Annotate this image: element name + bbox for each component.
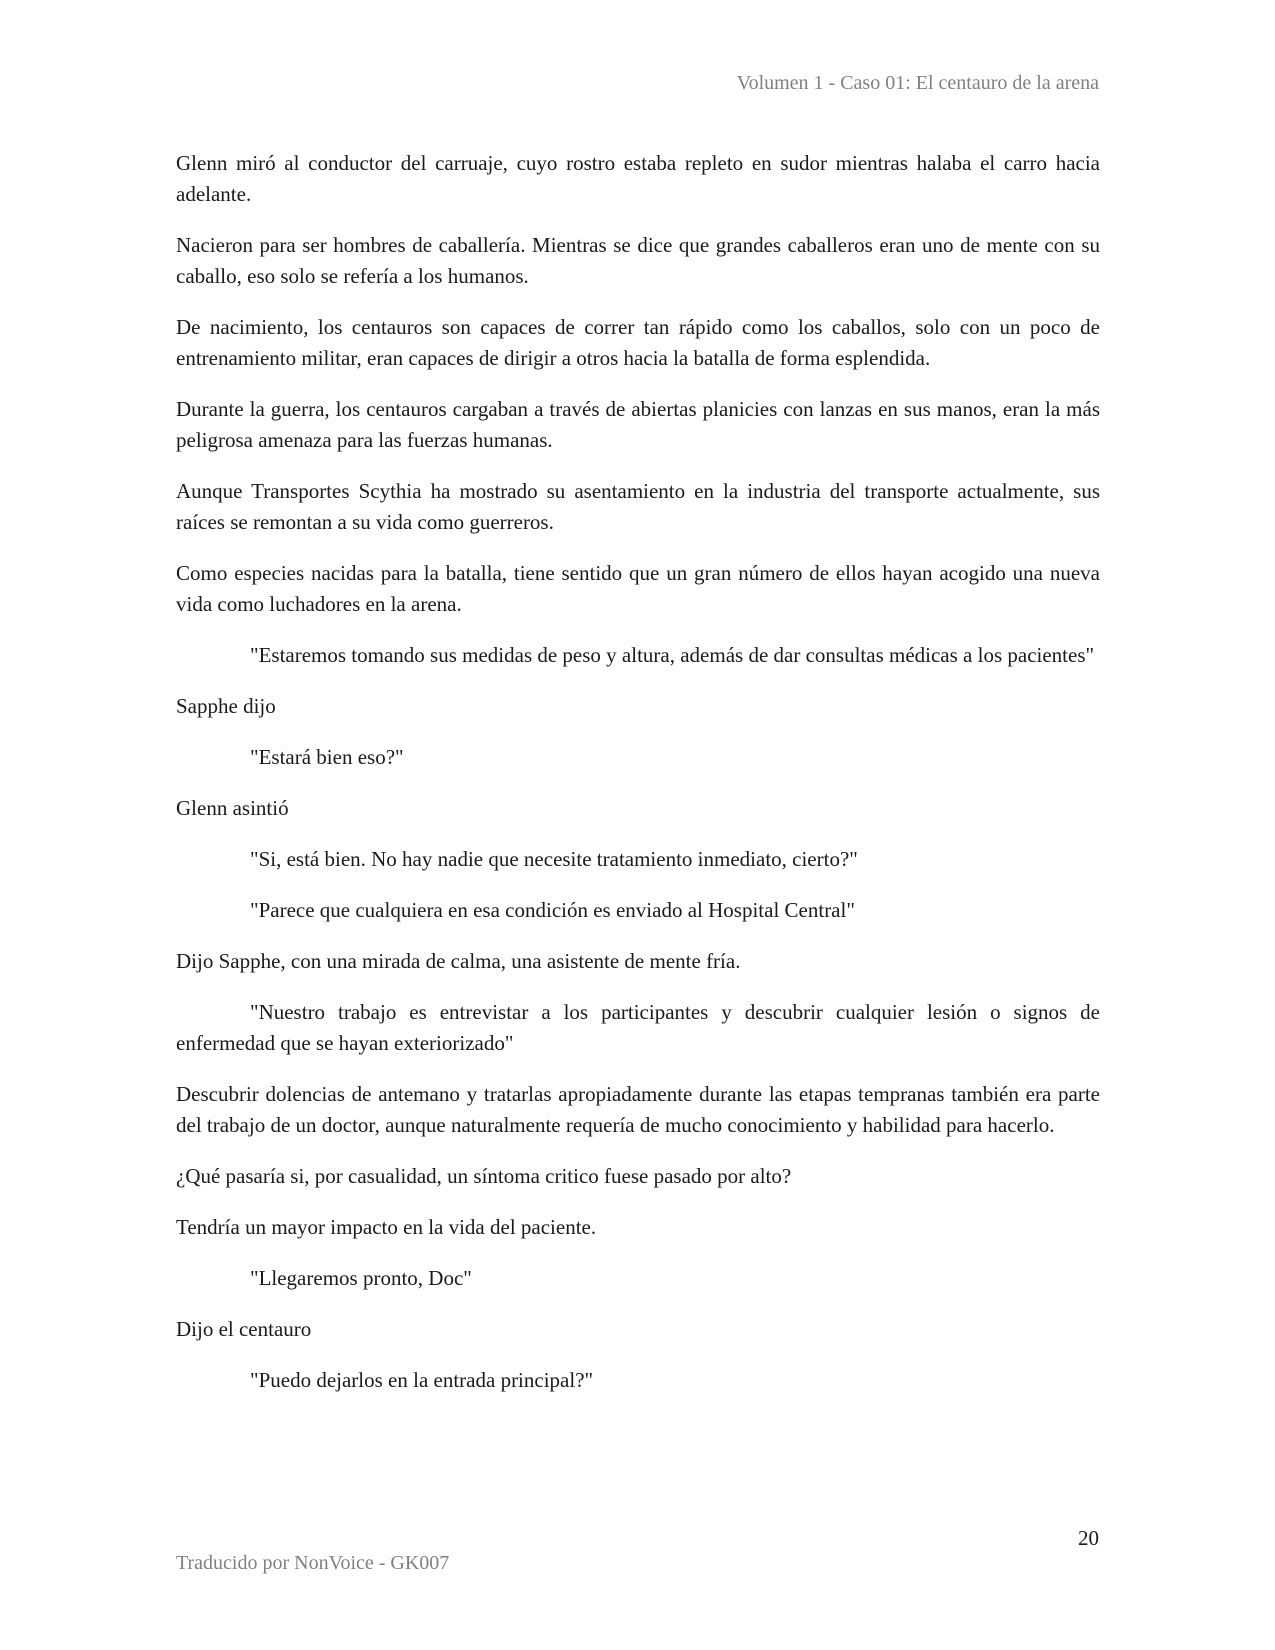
dialogue-paragraph: "Estaremos tomando sus medidas de peso y altura, además de dar consultas médicas a los pacientes" <box>250 643 1095 667</box>
paragraph: Nacieron para ser hombres de caballería. Mientras se dice que grandes caballeros eran uno de mente con su caballo, eso solo se refería a los humanos. <box>176 233 1100 288</box>
dialogue-paragraph: "Estará bien eso?" <box>250 745 404 769</box>
paragraph: Glenn miró al conductor del carruaje, cuyo rostro estaba repleto en sudor mientras halaba el carro hacia adelante. <box>176 151 1100 206</box>
paragraph: ¿Qué pasaría si, por casualidad, un síntoma critico fuese pasado por alto? <box>176 1164 792 1188</box>
paragraph: Dijo Sapphe, con una mirada de calma, una asistente de mente fría. <box>176 949 741 973</box>
paragraph: Tendría un mayor impacto en la vida del paciente. <box>176 1215 597 1239</box>
dialogue-paragraph: "Parece que cualquiera en esa condición es enviado al Hospital Central" <box>250 898 855 922</box>
page-number: 20 <box>1078 1526 1099 1550</box>
paragraph: Durante la guerra, los centauros cargaban a través de abiertas planicies con lanzas en sus manos, eran la más peligrosa amenaza para las fuerzas humanas. <box>176 397 1100 452</box>
paragraph: Glenn asintió <box>176 796 289 820</box>
paragraph: Descubrir dolencias de antemano y tratarlas apropiadamente durante las etapas tempranas también era parte del trabajo de un doctor, aunque naturalmente requería de mucho conocimiento y habilidad para hacerlo. <box>176 1082 1100 1137</box>
page-body <box>176 148 1100 1416</box>
translator-credit: Traducido por NonVoice - GK007 <box>176 1552 450 1574</box>
paragraph: Aunque Transportes Scythia ha mostrado su asentamiento en la industria del transporte actualmente, sus raíces se remontan a su vida como guerreros. <box>176 479 1100 534</box>
dialogue-paragraph: "Llegaremos pronto, Doc" <box>250 1266 472 1290</box>
paragraph: Sapphe dijo <box>176 694 276 718</box>
paragraph: Como especies nacidas para la batalla, tiene sentido que un gran número de ellos hayan acogido una nueva vida como luchadores en la arena. <box>176 561 1100 616</box>
paragraph: Dijo el centauro <box>176 1317 312 1341</box>
dialogue-paragraph: "Si, está bien. No hay nadie que necesite tratamiento inmediato, cierto?" <box>250 847 858 871</box>
dialogue-paragraph: "Nuestro trabajo es entrevistar a los participantes y descubrir cualquier lesión o signos de enfermedad que se hayan exteriorizado" <box>176 1000 1100 1055</box>
running-header: Volumen 1 - Caso 01: El centauro de la arena <box>736 72 1099 94</box>
paragraph: De nacimiento, los centauros son capaces de correr tan rápido como los caballos, solo con un poco de entrenamiento militar, eran capaces de dirigir a otros hacia la batalla de forma esplendida. <box>176 315 1100 370</box>
dialogue-paragraph: "Puedo dejarlos en la entrada principal?" <box>250 1368 594 1392</box>
